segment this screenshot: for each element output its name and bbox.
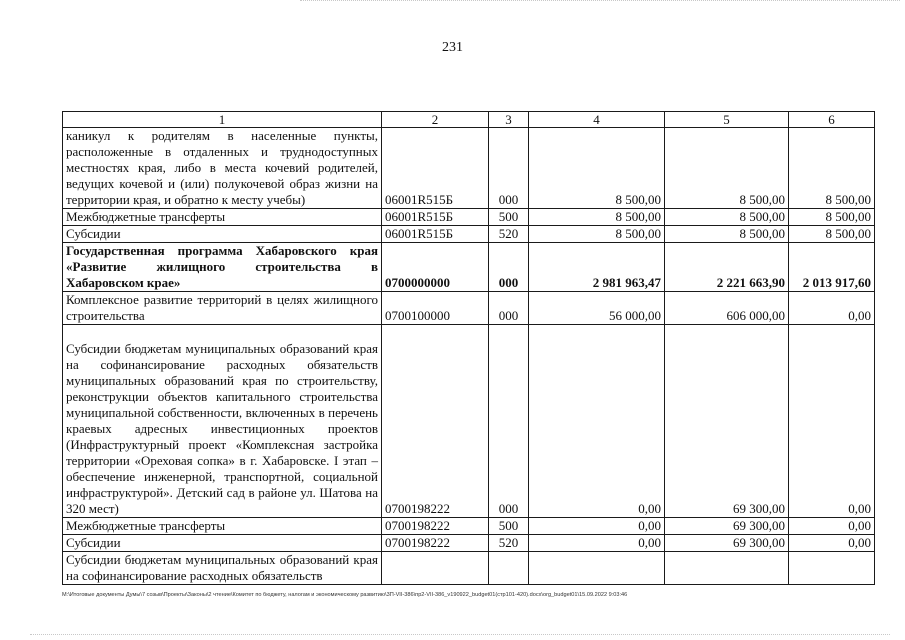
row-value-col4: 0,00 — [529, 325, 665, 518]
row-description: Государственная программа Хабаровского края «Развитие жилищного строительства в Хабаровском крае» — [63, 243, 382, 292]
row-value-col5 — [665, 552, 789, 585]
table-row — [63, 292, 875, 325]
row-value-col6: 0,00 — [789, 325, 875, 518]
row-value-col5: 69 300,00 — [665, 518, 789, 535]
row-value-col4: 2 981 963,47 — [529, 243, 665, 292]
row-value-col4 — [529, 552, 665, 585]
row-value-col6: 2 013 917,60 — [789, 243, 875, 292]
row-value-col4: 8 500,00 — [529, 128, 665, 209]
row-expense-kind — [489, 552, 529, 585]
row-target-code — [382, 552, 489, 585]
row-description: Межбюджетные трансферты — [63, 209, 382, 226]
row-value-col4: 56 000,00 — [529, 292, 665, 325]
row-value-col5: 69 300,00 — [665, 325, 789, 518]
row-expense-kind: 520 — [489, 535, 529, 552]
row-value-col4: 8 500,00 — [529, 226, 665, 243]
row-value-col4: 0,00 — [529, 518, 665, 535]
row-target-code: 06001R515Б — [382, 128, 489, 209]
row-expense-kind: 500 — [489, 518, 529, 535]
table-row — [63, 209, 875, 226]
row-value-col5: 69 300,00 — [665, 535, 789, 552]
row-value-col6: 0,00 — [789, 518, 875, 535]
table-row — [63, 552, 875, 585]
row-target-code: 0700198222 — [382, 535, 489, 552]
row-value-col4: 8 500,00 — [529, 209, 665, 226]
row-expense-kind: 000 — [489, 325, 529, 518]
row-description: Субсидии бюджетам муниципальных образований края на софинансирование расходных обязательств — [63, 552, 382, 585]
row-description: Субсидии бюджетам муниципальных образований края на софинансирование расходных обязательств муниципальных образований края по строительству, реконструкции объектов капитального строительства муниципальной собственности, включенных в перечень краевых адресных инвестиционных проектов (Инфраструктурный проект «Комплексная застройка территории «Ореховая сопка» в г. Хабаровске. I этап – обеспечение инженерной, транспортной, социальной инфраструктурой». Детский сад в районе ул. Шатова на 320 мест) — [63, 325, 382, 518]
row-value-col6: 8 500,00 — [789, 128, 875, 209]
row-expense-kind: 000 — [489, 128, 529, 209]
row-description: Комплексное развитие территорий в целях жилищного строительства — [63, 292, 382, 325]
row-value-col4: 0,00 — [529, 535, 665, 552]
row-value-col6: 8 500,00 — [789, 226, 875, 243]
document-file-path: M:\Итоговые документы Думы\7 созыв\Проекты\Законы\2 чтение\Комитет по бюджету, налогам и экономическому развитию\3П-VII-386\пр2-VII-386_v190922_budget01(стр101-420).docx\org_budget01\15.09.2022 9:03:46 — [62, 592, 628, 598]
row-target-code: 06001R515Б — [382, 209, 489, 226]
row-expense-kind: 000 — [489, 292, 529, 325]
row-description: каникул к родителям в населенные пункты, расположенные в отдаленных и труднодоступных местностях края, либо в места кочевий родителей, ведущих кочевой и (или) полукочевой образ жизни на территории края, и обратно к месту учебы) — [63, 128, 382, 209]
row-expense-kind: 500 — [489, 209, 529, 226]
column-header: 4 — [529, 112, 665, 128]
row-target-code: 06001R515Б — [382, 226, 489, 243]
row-target-code: 0700198222 — [382, 518, 489, 535]
row-value-col5: 2 221 663,90 — [665, 243, 789, 292]
row-target-code: 0700000000 — [382, 243, 489, 292]
table-header-row — [63, 112, 875, 128]
column-header: 1 — [63, 112, 382, 128]
table-row — [63, 518, 875, 535]
row-description: Субсидии — [63, 226, 382, 243]
row-target-code: 0700198222 — [382, 325, 489, 518]
row-value-col6: 8 500,00 — [789, 209, 875, 226]
page-number: 231 — [442, 40, 463, 55]
table-row-program — [63, 243, 875, 292]
row-value-col6 — [789, 552, 875, 585]
row-expense-kind: 520 — [489, 226, 529, 243]
table-row — [63, 226, 875, 243]
column-header: 2 — [382, 112, 489, 128]
table-row — [63, 535, 875, 552]
row-description: Субсидии — [63, 535, 382, 552]
row-target-code: 0700100000 — [382, 292, 489, 325]
row-description: Межбюджетные трансферты — [63, 518, 382, 535]
column-header: 5 — [665, 112, 789, 128]
scan-edge-top — [300, 0, 900, 4]
table-row — [63, 128, 875, 209]
column-header: 3 — [489, 112, 529, 128]
row-expense-kind: 000 — [489, 243, 529, 292]
column-header: 6 — [789, 112, 875, 128]
row-value-col5: 8 500,00 — [665, 226, 789, 243]
row-value-col6: 0,00 — [789, 292, 875, 325]
scan-edge-bottom — [30, 634, 890, 638]
table-row — [63, 325, 875, 518]
budget-table — [62, 111, 875, 585]
row-value-col5: 8 500,00 — [665, 128, 789, 209]
row-value-col6: 0,00 — [789, 535, 875, 552]
row-value-col5: 8 500,00 — [665, 209, 789, 226]
row-value-col5: 606 000,00 — [665, 292, 789, 325]
